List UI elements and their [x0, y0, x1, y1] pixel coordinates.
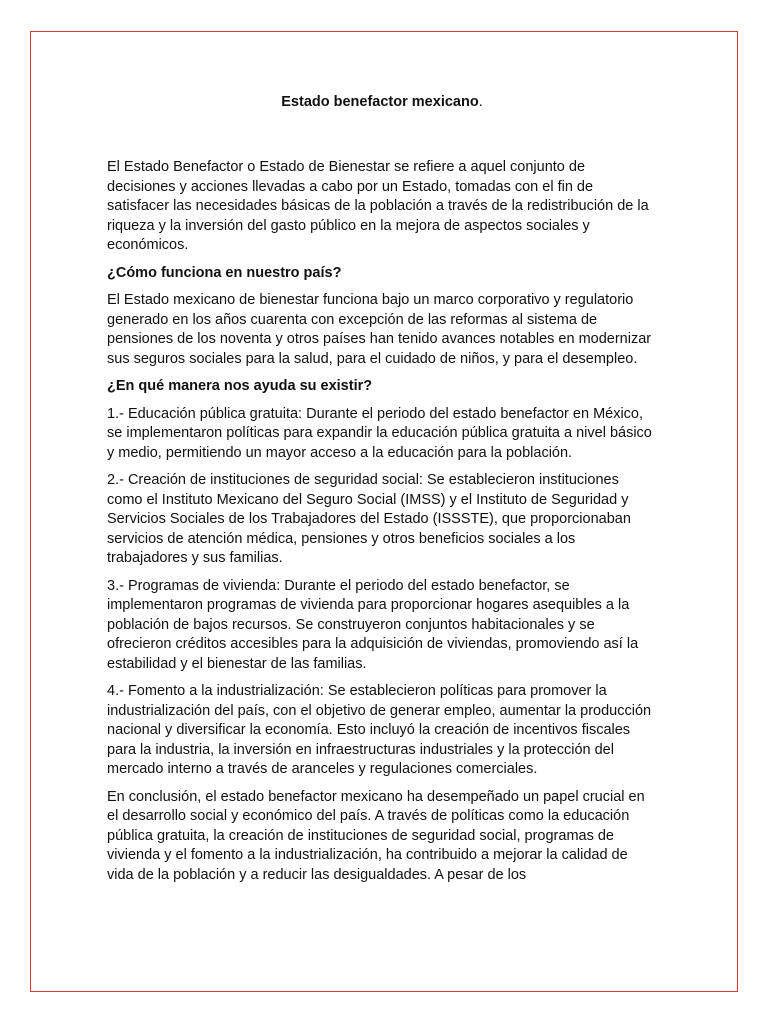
- title-suffix: .: [478, 94, 483, 110]
- title-text: Estado benefactor mexicano: [281, 94, 479, 110]
- intro-paragraph: El Estado Benefactor o Estado de Bienestar se refiere a aquel conjunto de decisiones y acciones llevadas a cabo por un Estado, tomadas con el fin de satisfacer las necesidades básicas de la población a través de la redistribución de la riqueza y la inversión del gasto público en la mejora de aspectos sociales y económicos.: [107, 159, 649, 253]
- document-body: [107, 92, 657, 893]
- section-heading-how-it-works: ¿Cómo funciona en nuestro país?: [107, 264, 342, 281]
- benefit-point-industrialization: 4.- Fomento a la industrialización: Se establecieron políticas para promover la industrialización del país, con el objetivo de generar empleo, aumentar la producción nacional y diversificar la economía. Esto incluyó la creación de incentivos fiscales para la industria, la inversión en infraestructuras industriales y la protección del mercado interno a través de aranceles y regulaciones comerciales.: [107, 683, 652, 777]
- how-it-works-paragraph: El Estado mexicano de bienestar funciona bajo un marco corporativo y regulatorio generado en los años cuarenta con excepción de las reformas al sistema de pensiones de los noventa y otros países han tenido avances notables en modernizar sus seguros sociales para la salud, para el cuidado de niños, y para el desempleo.: [107, 292, 652, 367]
- document-title: [107, 92, 657, 112]
- benefit-point-housing: 3.- Programas de vivienda: Durante el periodo del estado benefactor, se implementaron programas de vivienda para proporcionar hogares asequibles a la población de bajos recursos. Se construyeron conjuntos habitacionales y se ofrecieron créditos accesibles para la adquisición de viviendas, promoviendo así la estabilidad y el bienestar de las familias.: [107, 577, 639, 672]
- benefit-point-social-security: 2.- Creación de instituciones de seguridad social: Se establecieron instituciones como el Instituto Mexicano del Seguro Social (IMSS) y el Instituto de Seguridad y Servicios Sociales de los Trabajadores del Estado (ISSSTE), que proporcionaban servicios de atención médica, pensiones y otros beneficios sociales a los trabajadores y sus familias.: [107, 472, 631, 566]
- benefit-point-education: 1.- Educación pública gratuita: Durante el periodo del estado benefactor en México, se implementaron políticas para expandir la educación pública gratuita a nivel básico y medio, permitiendo un mayor acceso a la educación para la población.: [107, 405, 652, 461]
- section-heading-benefits: ¿En qué manera nos ayuda su existir?: [107, 378, 373, 394]
- conclusion-paragraph: En conclusión, el estado benefactor mexicano ha desempeñado un papel crucial en el desarrollo social y económico del país. A través de políticas como la educación pública gratuita, la creación de instituciones de seguridad social, programas de vivienda y el fomento a la industrialización, ha contribuido a mejorar la calidad de vida de la población y a reducir las desigualdades. A pesar de los: [107, 788, 645, 883]
